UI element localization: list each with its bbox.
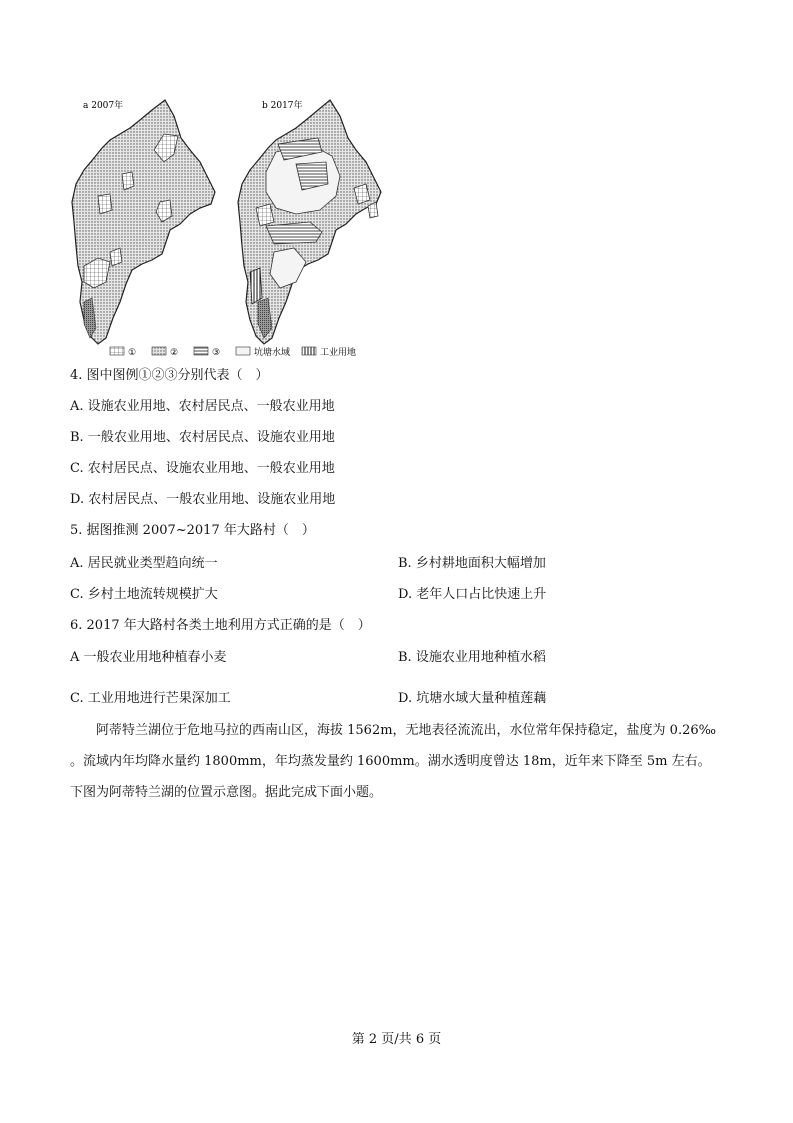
panel-b-industrial-land — [250, 268, 262, 304]
legend-label-3: ③ — [212, 348, 221, 358]
question-5-option-b[interactable]: B. 乡村耕地面积大幅增加 — [398, 556, 546, 571]
passage-line-3: 下图为阿蒂特兰湖的位置示意图。据此完成下面小题。 — [70, 785, 383, 800]
legend-swatch-pond — [236, 347, 250, 355]
passage-line-2: 。流域内年均降水量约 1800mm，年均蒸发量约 1600mm。湖水透明度曾达 18m，近年来下降至 5m 左右。 — [70, 754, 711, 769]
question-5-option-c[interactable]: C. 乡村土地流转规模扩大 — [70, 587, 218, 602]
panel-b-label: b 2017年 — [262, 101, 303, 111]
passage-line-1: 阿蒂特兰湖位于危地马拉的西南山区，海拔 1562m，无地表径流流出，水位常年保持稳定，盐度为 0.26‰ — [96, 723, 717, 738]
question-6-option-d[interactable]: D. 坑塘水域大量种植莲藕 — [398, 691, 547, 706]
land-use-map-svg — [70, 92, 390, 362]
panel-a-settlement-3 — [98, 194, 112, 214]
panel-a-label: a 2007年 — [83, 101, 124, 111]
legend-label-pond: 坑塘水域 — [254, 348, 291, 358]
reading-passage — [70, 715, 730, 808]
question-4-option-b[interactable]: B. 一般农业用地、农村居民点、设施农业用地 — [70, 430, 335, 445]
question-5-option-d[interactable]: D. 老年人口占比快速上升 — [398, 587, 547, 602]
question-4-stem: 4. 图中图例①②③分别代表（ ） — [70, 368, 269, 383]
map-legend — [110, 346, 356, 358]
legend-label-1: ① — [128, 348, 137, 358]
question-5-option-a[interactable]: A. 居民就业类型趋向统一 — [70, 556, 218, 571]
question-4-option-a[interactable]: A. 设施农业用地、农村居民点、一般农业用地 — [70, 399, 335, 414]
legend-label-2: ② — [170, 348, 179, 358]
legend-swatch-1 — [110, 347, 124, 355]
question-6-option-b[interactable]: B. 设施农业用地种植水稻 — [398, 650, 546, 665]
question-4-option-c[interactable]: C. 农村居民点、设施农业用地、一般农业用地 — [70, 461, 335, 476]
page-footer: 第 2 页/共 6 页 — [351, 1032, 442, 1047]
legend-swatch-3 — [194, 347, 208, 355]
question-4-option-d[interactable]: D. 农村居民点、一般农业用地、设施农业用地 — [70, 492, 336, 507]
land-use-map-figure — [70, 92, 390, 362]
legend-label-industrial: 工业用地 — [320, 348, 357, 358]
panel-b-facility-agri-3 — [266, 222, 322, 244]
question-5-stem: 5. 据图推测 2007~2017 年大路村（ ） — [70, 523, 315, 538]
question-6-option-a[interactable]: A 一般农业用地种植春小麦 — [70, 650, 227, 665]
question-6-stem: 6. 2017 年大路村各类土地利用方式正确的是（ ） — [70, 618, 371, 633]
question-6-option-c[interactable]: C. 工业用地进行芒果深加工 — [70, 691, 231, 706]
legend-swatch-industrial — [302, 347, 316, 355]
legend-swatch-2 — [152, 347, 166, 355]
